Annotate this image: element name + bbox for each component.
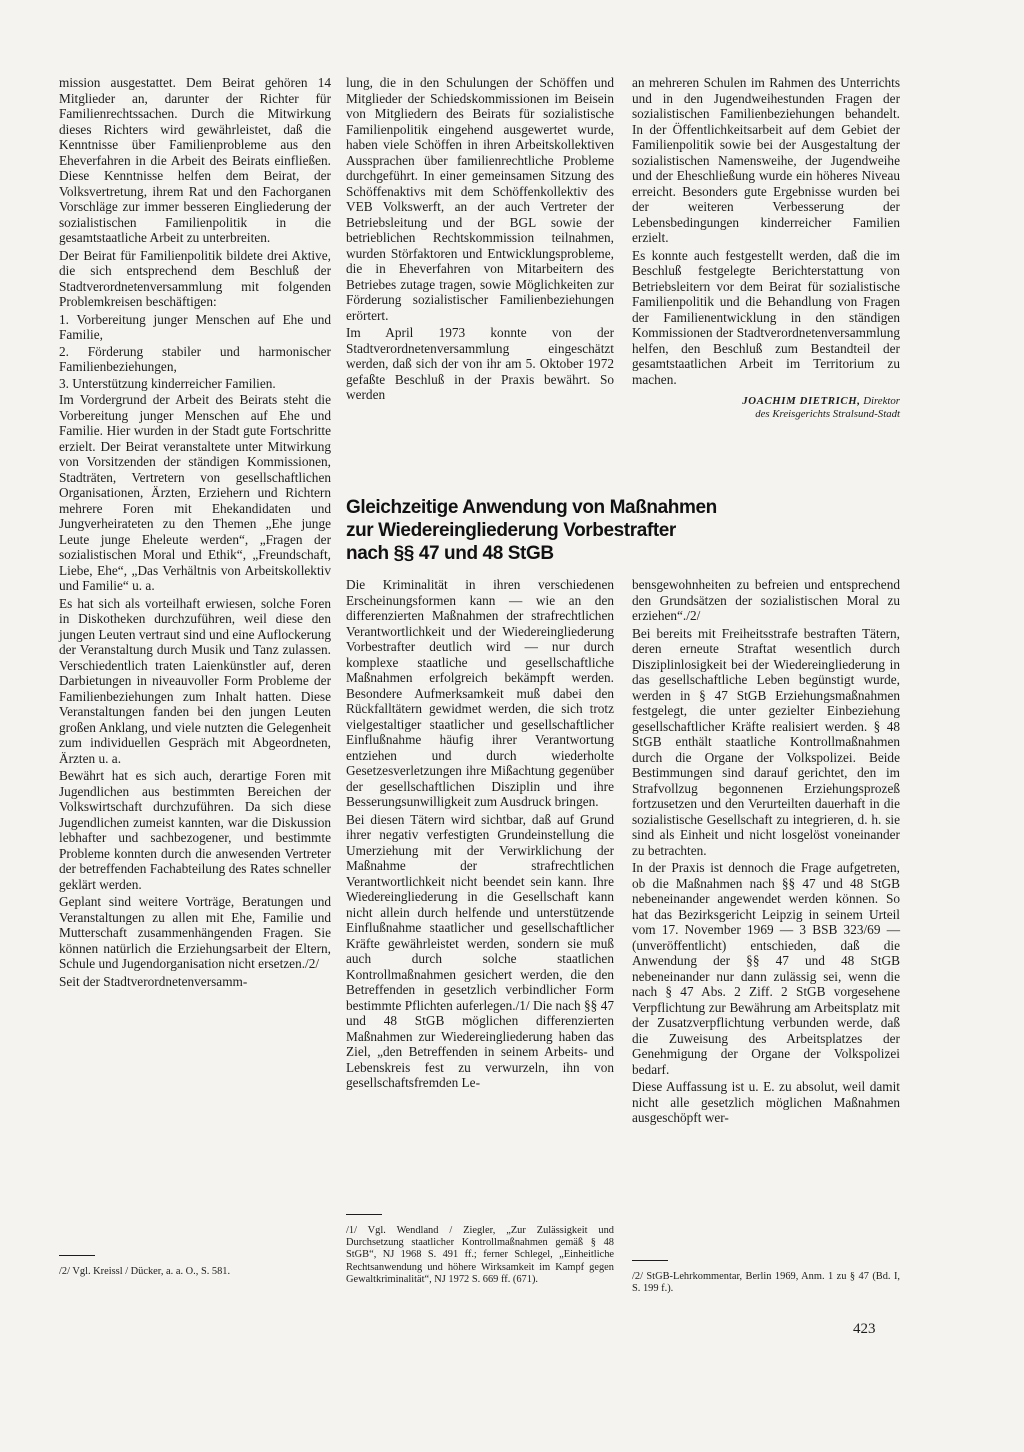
paragraph: Bei diesen Tätern wird sichtbar, daß auf Grund ihrer negativ verfestigten Grundeinstellung die Umerziehung mit der Verwirklichung der Maßnahme der strafrechtlichen Verantwortlichkeit nicht beendet sein kann. Ihre Wiedereingliederung in die Gesellschaft kann nicht allein durch helfende und unterstützende Einflußnahme staatlicher und gesellschaftlicher Kräfte gewährleistet werden, sondern sie muß auch durch solche staatlichen Kontrollmaßnahmen gesichert werden, die den Betreffenden in gesetzlich verbindlicher Form bestimmte Pflichten auferlegen./1/ Die nach §§ 47 und 48 StGB möglichen differenzierten Maßnahmen zur Wiedereingliederung haben das Ziel, „den Betreffenden in seinem Arbeits- und Lebenskreis fest zu verwurzeln, ihn von gesellschaftsfremden Le-	[346, 811, 614, 1090]
paragraph: Die Kriminalität in ihren verschiedenen Erscheinungsformen kann — wie an den differenzierten Maßnahmen der strafrechtlichen Verantwortlichkeit und der Wiedereingliederung Vorbestrafter deutlich wird — nur durch komplexe staatliche und gesellschaftliche Maßnahmen erfolgreich bekämpft werden. Besondere Aufmerksamkeit muß dabei den Rückfalltätern gewidmet werden, die sich trotz vielgestaltiger staatlicher und gesellschaftlicher Einflußnahme häufig ihrer Verantwortung entziehen und durch wiederholte Gesetzesverletzungen ihre Mißachtung gegenüber der gesellschaftlichen Disziplin und ihre Besserungsunwilligkeit zum Ausdruck bringen.	[346, 577, 614, 809]
author-court: des Kreisgerichts Stralsund-Stadt	[755, 407, 900, 420]
paragraph: lung, die in den Schulungen der Schöffen und Mitglieder der Schiedskommissionen im Beisein von Mitgliedern des Beirats für sozialistische Familienpolitik eingehend ausgewertet wurde, haben viele Schöffen in ihren Arbeitskollektiven Aussprachen über familienrechtliche Probleme durchgeführt. In einer gemeinsamen Sitzung des Schöffenaktivs mit dem Schöffenkollektiv des VEB Volkswerft, an der auch Vertreter der Betriebsleitung und der BGL sowie der betrieblichen Rechtskommission teilnahmen, wurden Störfaktoren und Entwicklungsprobleme, die in Eheverfahren von Mitarbeitern des Betriebes zutage tragen, sowie Möglichkeiten zur Förderung sozialistischer Familienbeziehungen erörtert.	[346, 75, 614, 323]
paragraph: Seit der Stadtverordnetenversamm-	[59, 973, 248, 989]
article-title-line: Gleichzeitige Anwendung von Maßnahmen	[346, 497, 717, 518]
paragraph: Diese Auffassung ist u. E. zu absolut, weil damit nicht alle gesetzlich möglichen Maßnahmen ausgeschöpft wer-	[632, 1079, 900, 1125]
footnote-divider	[346, 1214, 382, 1215]
paragraph: Im Vordergrund der Arbeit des Beirats steht die Vorbereitung junger Menschen auf Ehe und Familie. Hier wurden in der Stadt gute Fortschritte erzielt. Der Beirat veranstaltete unter Mitwirkung von Vorsitzenden der ständigen Kommissionen, Stadträten, Vertretern von gesellschaftlichen Organisationen, Ärzten, Erziehern und Richtern mehrere Foren mit Ehekandidaten und Jungverheirateten zu den Themen „Ehe junge Leute junge Eheleute werden“, „Fragen der sozialistischen Moral und Ethik“, „Freundschaft, Liebe, Ehe“, „Das Verhältnis von Arbeitskollektiv und Familie“ u. a.	[59, 392, 331, 593]
article-column-a	[346, 577, 614, 1093]
author-name: JOACHIM DIETRICH,	[742, 395, 861, 407]
paragraph: Bewährt hat es sich auch, derartige Foren mit Jugendlichen aus bestimmten Bereichen der Volkswirtschaft durchzuführen. Da sich diese Jugendlichen zumeist kannten, war die Diskussion lebhafter und sachbezogener, und bestimmte Probleme konnten durch die anwesenden Vertreter der betreffenden Fachabteilung des Rates schneller geklärt werden.	[59, 768, 331, 892]
footnotes-column-1	[59, 1255, 331, 1280]
footnote-divider	[632, 1260, 668, 1261]
paragraph: Bei bereits mit Freiheitsstrafe bestraften Tätern, deren erneute Straftat wesentlich durch Disziplinlosigkeit bei der Wiedereingliederung in das gesellschaftliche Leben begünstigt wurde, werden in § 47 StGB Erziehungsmaßnahmen festgelegt, die unter gezielter Einbeziehung gesellschaftlicher Kräfte realisiert werden. § 48 StGB enthält staatliche Kontrollmaßnahmen durch die Organe der Volkspolizei. Beide Bestimmungen sind darauf gerichtet, den im Strafvollzug begonnenen Erziehungsprozeß fortzusetzen und den Verurteilten dauerhaft in die sozialistische Gesellschaft zu integrieren, d. h. sie sind als Einheit und nicht losgelöst voneinander zu betrachten.	[632, 625, 900, 858]
paragraph: Geplant sind weitere Vorträge, Beratungen und Veranstaltungen zu allen mit Ehe, Familie und Mutterschaft zusammenhängenden Fragen. Sie können natürlich die Erziehungsarbeit der Eltern, Schule und Jugendorganisation nicht ersetzen./2/	[59, 894, 331, 971]
paragraph: bensgewohnheiten zu befreien und entsprechend den Grundsätzen der sozialistischen Moral zu erziehen“./2/	[632, 577, 900, 623]
paragraph: Es hat sich als vorteilhaft erwiesen, solche Foren in Diskotheken durchzuführen, weil diese den jungen Leuten vertraut sind und eine Auflockerung der Veranstaltung durch Musik und Tanz zulassen. Verschiedentlich traten Laienkünstler auf, deren Darbietungen in niveauvoller Form Probleme der Familienbeziehungen zum Inhalt hatten. Diese Veranstaltungen fanden bei den jungen Leuten großen Anklang, und viele nutzten die Gelegenheit zum individuellen Gespräch mit Abgeordneten, Ärzten u. a.	[59, 595, 331, 766]
footnotes-article-b	[632, 1260, 900, 1297]
footnote: /2/ Vgl. Kreissl / Dücker, a. a. O., S. 581.	[59, 1266, 231, 1277]
author-role: Direktor	[863, 395, 900, 407]
footnote: /2/ StGB-Lehrkommentar, Berlin 1969, Anm. 1 zu § 47 (Bd. I, S. 199 f.).	[632, 1271, 900, 1295]
article-title-line: nach §§ 47 und 48 StGB	[346, 543, 554, 564]
list-item: 2. Förderung stabiler und harmonischer Familienbeziehungen,	[59, 343, 331, 374]
page-number: 423	[853, 1321, 876, 1337]
column-2	[346, 75, 614, 405]
paragraph: In der Praxis ist dennoch die Frage aufgetreten, ob die Maßnahmen nach §§ 47 und 48 StGB nebeneinander angewendet werden können. So hat das Bezirksgericht Leipzig in seinem Urteil vom 17. November 1969 — 3 BSB 323/69 — (unveröffentlicht) entschieden, daß die Anwendung der §§ 47 und 48 StGB nebeneinander nur dann zulässig sei, wenn die nach § 47 Abs. 2 Ziff. 2 StGB vorgesehene Verpflichtung zur Bewährung am Arbeitsplatz mit der Zusatzverpflichtung verbunden werde, daß die Zuweisung des Arbeitsplatzes der Genehmigung der Organe der Volkspolizei bedarf.	[632, 860, 900, 1077]
paragraph: Es konnte auch festgestellt werden, daß die im Beschluß festgelegte Berichterstattung von Betriebsleitern vor dem Beirat für sozialistische Familienpolitik und die Behandlung von Fragen der Familienentwicklung in den ständigen Kommissionen der Stadtverordnetenversammlung helfen, den Beschluß zum Bestandteil der gesamtstaatlichen Arbeit im Territorium zu machen.	[632, 247, 900, 387]
footnote-divider	[59, 1255, 95, 1256]
paragraph: an mehreren Schulen im Rahmen des Unterrichts und in den Jugendweihestunden Fragen der sozialistischen Familienbeziehungen behandelt. In der Öffentlichkeitsarbeit auf dem Gebiet der Familienpolitik sowie bei der Ausgestaltung der sozialistischen Namensweihe, der Jugendweihe und der Eheschließung wurde ein höheres Niveau erreicht. Besonders gute Ergebnisse wurden bei der weiteren Verbesserung der Lebensbedingungen kinderreicher Familien erzielt.	[632, 75, 900, 245]
numbered-list	[59, 312, 331, 392]
list-item: 3. Unterstützung kinderreicher Familien.	[59, 375, 276, 391]
article-title-line: zur Wiedereingliederung Vorbestrafter	[346, 520, 676, 541]
footnotes-article-a	[346, 1214, 614, 1288]
column-3	[632, 75, 900, 420]
list-item: 1. Vorbereitung junger Menschen auf Ehe und Familie,	[59, 311, 331, 342]
article-title	[346, 496, 766, 565]
paragraph: Im April 1973 konnte von der Stadtverordnetenversammlung eingeschätzt werden, daß sich der von ihr am 5. Oktober 1972 gefaßte Beschluß in der Praxis bewährt. So werden	[346, 325, 614, 402]
paragraph: Der Beirat für Familienpolitik bildete drei Aktive, die sich entsprechend dem Beschluß der Stadtverordnetenversammlung mit folgenden Problemkreisen beschäftigen:	[59, 247, 331, 309]
author-signature	[632, 395, 900, 420]
paragraph: mission ausgestattet. Dem Beirat gehören 14 Mitglieder an, darunter der Richter für Familienrechtssachen. Durch die Mitwirkung dieses Richters wird gewährleistet, daß die Kenntnisse über Familienprobleme aus den Eheverfahren in die Arbeit des Beirats einfließen. Diese Kenntnisse helfen dem Beirat, der Volksvertretung, ihrem Rat und den Fachorganen Vorschläge zur immer besseren Eingliederung der sozialistischen Familienpolitik in die gesamtstaatliche Arbeit zu unterbreiten.	[59, 75, 331, 245]
column-1	[59, 75, 331, 991]
footnote: /1/ Vgl. Wendland / Ziegler, „Zur Zulässigkeit und Durchsetzung staatlicher Kontrollmaßnahmen gemäß § 48 StGB“, NJ 1968 S. 491 ff.; ferner Schlegel, „Einheitliche Rechtsanwendung und höhere Wirksamkeit im Kampf gegen Gewaltkriminalität“, NJ 1972 S. 669 ff. (671).	[346, 1225, 614, 1285]
article-column-b	[632, 577, 900, 1128]
